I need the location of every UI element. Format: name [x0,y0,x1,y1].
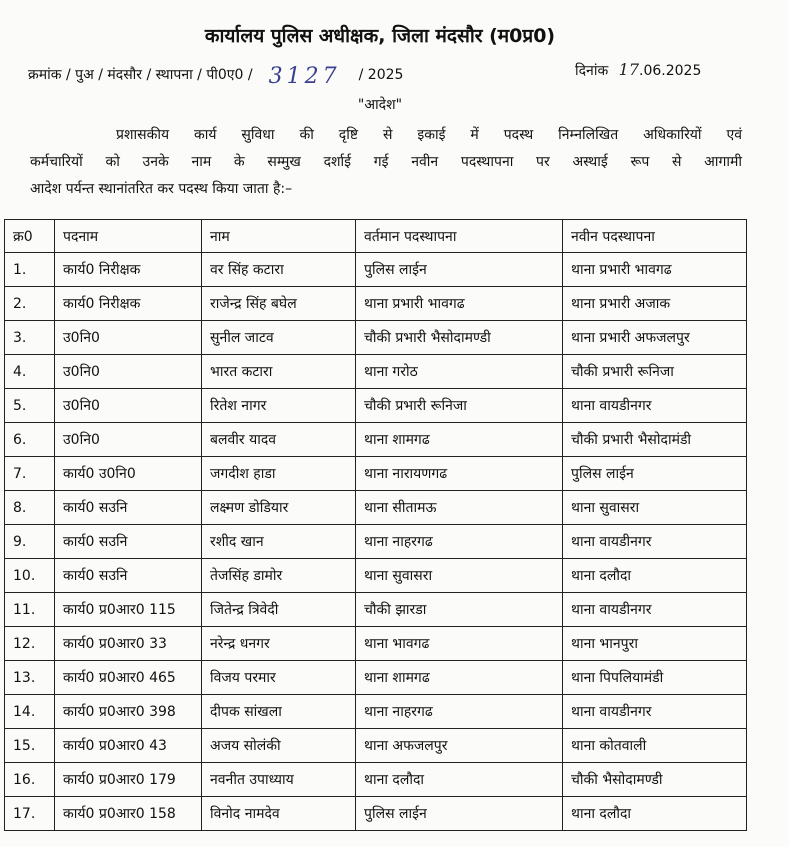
cell-name: रशीद खान [202,525,356,559]
cell-current-posting: थाना सुवासरा [356,559,563,593]
cell-name: सुनील जाटव [202,321,356,355]
cell-new-posting: थाना सुवासरा [563,491,747,525]
table-row [5,763,747,797]
cell-name: बलवीर यादव [202,423,356,457]
cell-serial: 1. [5,253,55,287]
cell-designation: कार्य0 निरीक्षक [55,253,202,287]
transfer-table [4,219,747,831]
cell-current-posting: थाना अफजलपुर [356,729,563,763]
cell-designation: उ0नि0 [55,389,202,423]
cell-designation: कार्य0 प्र0आर0 398 [55,695,202,729]
cell-name: भारत कटारा [202,355,356,389]
cell-name: जितेन्द्र त्रिवेदी [202,593,356,627]
cell-serial: 13. [5,661,55,695]
cell-current-posting: थाना शामगढ [356,661,563,695]
cell-designation: कार्य0 उ0नि0 [55,457,202,491]
cell-new-posting: चौकी भैसोदामण्डी [563,763,747,797]
cell-new-posting: थाना वायडीनगर [563,389,747,423]
cell-serial: 16. [5,763,55,797]
cell-name: नरेन्द्र धनगर [202,627,356,661]
paragraph-line-3: आदेश पर्यन्त स्थानांतरित कर पदस्थ किया जाता है:– [30,181,293,197]
cell-name: रितेश नागर [202,389,356,423]
cell-name: नवनीत उपाध्याय [202,763,356,797]
cell-current-posting: थाना दलौदा [356,763,563,797]
cell-new-posting: थाना प्रभारी भावगढ [563,253,747,287]
cell-designation: उ0नि0 [55,423,202,457]
cell-name: अजय सोलंकी [202,729,356,763]
cell-serial: 4. [5,355,55,389]
table-row [5,797,747,831]
cell-designation: कार्य0 प्र0आर0 179 [55,763,202,797]
cell-current-posting: चौकी प्रभारी भैसोदामण्डी [356,321,563,355]
cell-designation: कार्य0 निरीक्षक [55,287,202,321]
reference-prefix: क्रमांक / पुअ / मंदसौर / स्थापना / पी0ए0 / [28,67,253,83]
header-name: नाम [202,220,356,253]
cell-current-posting: थाना गरोठ [356,355,563,389]
reference-number: 3127 [268,64,341,89]
cell-serial: 14. [5,695,55,729]
cell-current-posting: थाना भावगढ [356,627,563,661]
table-row [5,593,747,627]
cell-name: विनोद नामदेव [202,797,356,831]
cell-current-posting: थाना नाहरगढ [356,525,563,559]
cell-designation: कार्य0 प्र0आर0 43 [55,729,202,763]
cell-serial: 17. [5,797,55,831]
cell-current-posting: पुलिस लाईन [356,253,563,287]
cell-designation: कार्य0 सउनि [55,559,202,593]
cell-serial: 2. [5,287,55,321]
cell-name: तेजसिंह डामोर [202,559,356,593]
header-serial: क्र0 [5,220,55,253]
cell-current-posting: थाना शामगढ [356,423,563,457]
reference-year: / 2025 [358,67,404,83]
cell-name: जगदीश हाडा [202,457,356,491]
cell-new-posting: थाना कोतवाली [563,729,747,763]
table-row [5,695,747,729]
table-row [5,321,747,355]
cell-new-posting: थाना दलौदा [563,559,747,593]
cell-serial: 7. [5,457,55,491]
cell-new-posting: पुलिस लाईन [563,457,747,491]
cell-name: विजय परमार [202,661,356,695]
table-row [5,287,747,321]
table-row [5,491,747,525]
date-day: 17 [618,60,640,79]
table-body [5,253,747,831]
table-row [5,355,747,389]
cell-new-posting: थाना भानपुरा [563,627,747,661]
cell-serial: 3. [5,321,55,355]
cell-new-posting: थाना वायडीनगर [563,695,747,729]
cell-designation: उ0नि0 [55,355,202,389]
cell-designation: उ0नि0 [55,321,202,355]
table-row [5,525,747,559]
date-label: दिनांक [575,63,609,79]
cell-new-posting: थाना प्रभारी अफजलपुर [563,321,747,355]
cell-new-posting: चौकी प्रभारी भैसोदामंडी [563,423,747,457]
cell-serial: 9. [5,525,55,559]
order-heading: "आदेश" [357,97,403,113]
cell-current-posting: चौकी झारडा [356,593,563,627]
cell-serial: 6. [5,423,55,457]
cell-current-posting: पुलिस लाईन [356,797,563,831]
cell-serial: 11. [5,593,55,627]
cell-current-posting: थाना नाहरगढ [356,695,563,729]
table-row [5,457,747,491]
date-line [575,60,701,80]
cell-new-posting: चौकी प्रभारी रूनिजा [563,355,747,389]
cell-name: दीपक सांखला [202,695,356,729]
cell-serial: 5. [5,389,55,423]
cell-designation: कार्य0 सउनि [55,525,202,559]
cell-designation: कार्य0 प्र0आर0 158 [55,797,202,831]
cell-name: राजेन्द्र सिंह बघेल [202,287,356,321]
cell-designation: कार्य0 सउनि [55,491,202,525]
table-row [5,423,747,457]
cell-current-posting: थाना नारायणगढ [356,457,563,491]
cell-name: लक्ष्मण डोडियार [202,491,356,525]
table-row [5,729,747,763]
order-paragraph [30,122,742,203]
cell-designation: कार्य0 प्र0आर0 115 [55,593,202,627]
cell-new-posting: थाना पिपलियामंडी [563,661,747,695]
cell-designation: कार्य0 प्र0आर0 465 [55,661,202,695]
paragraph-line-2: कर्मचारियों को उनके नाम के सम्मुख दर्शाई गई नवीन पदस्थापना पर अस्थाई रूप से आगामी [30,154,742,170]
cell-serial: 10. [5,559,55,593]
header-designation: पदनाम [55,220,202,253]
date-rest: .06.2025 [639,63,702,79]
cell-current-posting: थाना प्रभारी भावगढ [356,287,563,321]
cell-current-posting: चौकी प्रभारी रूनिजा [356,389,563,423]
table-header-row [5,220,747,253]
cell-new-posting: थाना प्रभारी अजाक [563,287,747,321]
cell-current-posting: थाना सीतामऊ [356,491,563,525]
table-row [5,661,747,695]
table-row [5,627,747,661]
reference-line [28,60,404,89]
table-row [5,389,747,423]
paragraph-line-1: प्रशासकीय कार्य सुविधा की दृष्टि से इकाई में पदस्थ निम्नलिखित अधिकारियों एवं [116,127,742,143]
cell-name: वर सिंह कटारा [202,253,356,287]
office-title: कार्यालय पुलिस अधीक्षक, जिला मंदसौर (म0प्र0) [204,25,556,47]
cell-serial: 15. [5,729,55,763]
cell-serial: 12. [5,627,55,661]
table-row [5,559,747,593]
cell-designation: कार्य0 प्र0आर0 33 [55,627,202,661]
cell-new-posting: थाना वायडीनगर [563,593,747,627]
cell-serial: 8. [5,491,55,525]
cell-new-posting: थाना दलौदा [563,797,747,831]
cell-new-posting: थाना वायडीनगर [563,525,747,559]
header-new-posting: नवीन पदस्थापना [563,220,747,253]
header-current-posting: वर्तमान पदस्थापना [356,220,563,253]
table-row [5,253,747,287]
